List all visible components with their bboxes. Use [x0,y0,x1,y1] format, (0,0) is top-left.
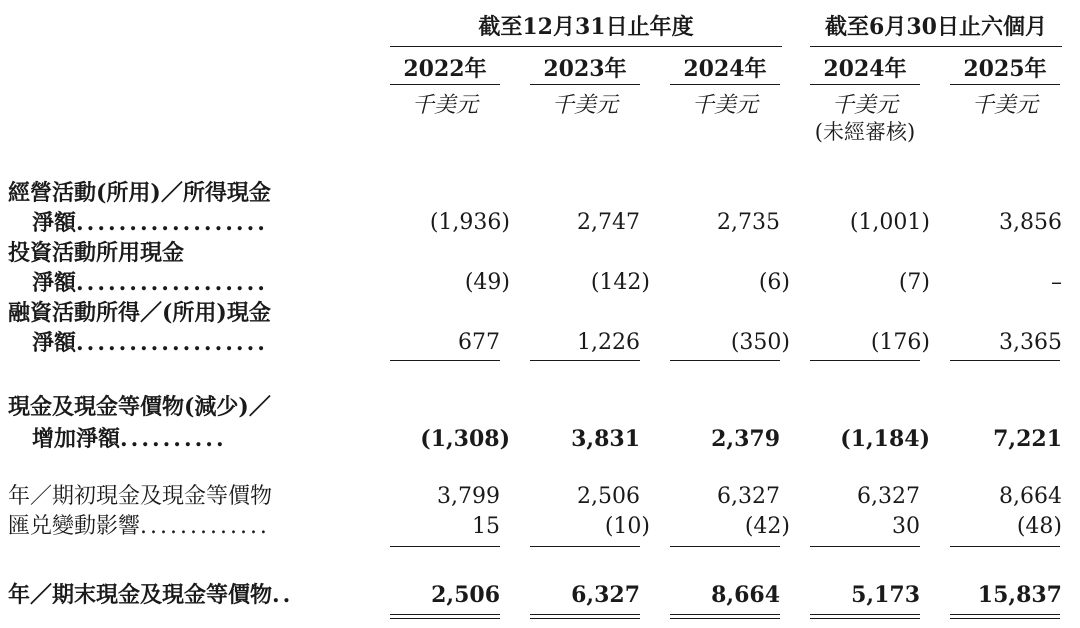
cell-value: (42) [744,514,790,539]
cell-value: 677 [458,330,500,355]
row-label-fx [8,512,270,542]
cell-value: 6,327 [571,582,640,608]
subtotal-rule [950,546,1060,547]
cell-value: (49) [464,270,510,295]
subtotal-rule [530,546,640,547]
total-double-rule [390,614,500,619]
year-rule-3 [670,84,780,85]
unaudited-label: (未經審核) [814,120,916,144]
cell-value: 2,506 [431,582,500,608]
cell-value: 8,664 [999,484,1062,509]
subtotal-rule [810,360,920,361]
cell-value: 3,831 [571,426,640,452]
cell-value: 3,856 [999,210,1062,235]
total-double-rule [670,614,780,619]
cell-value: 2,735 [717,210,780,235]
cell-value: 2,506 [577,484,640,509]
row-label-text: 淨額 [32,210,77,236]
cell-value: 5,173 [851,582,920,608]
header-group-annual: 截至12月31日止年度 [478,14,694,40]
year-header-2023: 2023年 [543,56,627,82]
year-rule-2 [530,84,640,85]
unit-label: 千美元 [831,93,898,118]
unit-label: 千美元 [971,93,1038,118]
row-label-financing-net [8,328,268,358]
cell-value: 1,226 [577,330,640,355]
subtotal-rule [390,546,500,547]
cell-value: 3,365 [999,330,1062,355]
row-label-opening: 年／期初現金及現金等價物 [8,484,273,509]
row-label-text: 年／期末現金及現金等價物 [8,582,273,608]
total-double-rule [530,614,640,619]
header-group-interim-rule [810,46,1062,47]
cell-value: (10) [604,514,650,539]
row-label-text: 增加淨額 [32,426,121,452]
row-label-text: 匯兑變動影響 [8,514,141,539]
cell-value: 15 [472,514,500,539]
cell-value: (6) [758,270,790,295]
unit-label: 千美元 [691,93,758,118]
subtotal-rule [390,360,500,361]
header-group-annual-rule [390,46,782,47]
leader-dots: .................. [76,270,268,296]
total-double-rule [810,614,920,619]
subtotal-rule [530,360,640,361]
year-header-2024-interim: 2024年 [823,56,907,82]
cell-value: (7) [898,270,930,295]
cell-value: (350) [730,330,790,355]
cell-value: 7,221 [993,426,1062,452]
row-label-investing: 投資活動所用現金 [8,240,185,266]
row-label-net-change-line2 [8,424,227,454]
cell-value: (1,001) [849,210,930,235]
subtotal-rule [810,546,920,547]
year-header-2022: 2022年 [403,56,487,82]
cell-value: 15,837 [977,582,1062,608]
leader-dots: .. [272,582,294,608]
row-label-financing: 融資活動所得／(所用)現金 [8,300,271,326]
cell-value: 6,327 [717,484,780,509]
subtotal-rule [670,360,780,361]
cell-value: 8,664 [711,582,780,608]
leader-dots: .................. [76,330,268,356]
cell-value: (176) [870,330,930,355]
cell-value: 30 [892,514,920,539]
row-label-closing [8,580,293,610]
cell-value: – [1051,270,1062,295]
header-group-interim: 截至6月30日止六個月 [825,14,1047,40]
subtotal-rule [670,546,780,547]
unit-label: 千美元 [551,93,618,118]
cell-value: 3,799 [437,484,500,509]
row-label-operating: 經營活動(所用)／所得現金 [8,180,271,206]
year-rule-1 [390,84,500,85]
leader-dots: ............. [140,514,270,539]
cell-value: (1,308) [420,426,510,452]
row-label-text: 淨額 [32,270,77,296]
unit-label: 千美元 [411,93,478,118]
year-rule-5 [950,84,1060,85]
cell-value: 2,379 [711,426,780,452]
row-label-net-change: 現金及現金等價物(減少)／ [8,394,271,420]
total-double-rule [950,614,1060,619]
row-label-text: 淨額 [32,330,77,356]
cell-value: 6,327 [857,484,920,509]
cell-value: (48) [1016,514,1062,539]
cell-value: 2,747 [577,210,640,235]
cell-value: (1,184) [840,426,930,452]
leader-dots: .................. [76,210,268,236]
subtotal-rule [950,360,1060,361]
row-label-operating-net [8,208,268,238]
year-header-2024: 2024年 [683,56,767,82]
cell-value: (1,936) [429,210,510,235]
year-rule-4 [810,84,920,85]
row-label-investing-net [8,268,268,298]
leader-dots: .......... [120,426,227,452]
year-header-2025-interim: 2025年 [963,56,1047,82]
cell-value: (142) [590,270,650,295]
